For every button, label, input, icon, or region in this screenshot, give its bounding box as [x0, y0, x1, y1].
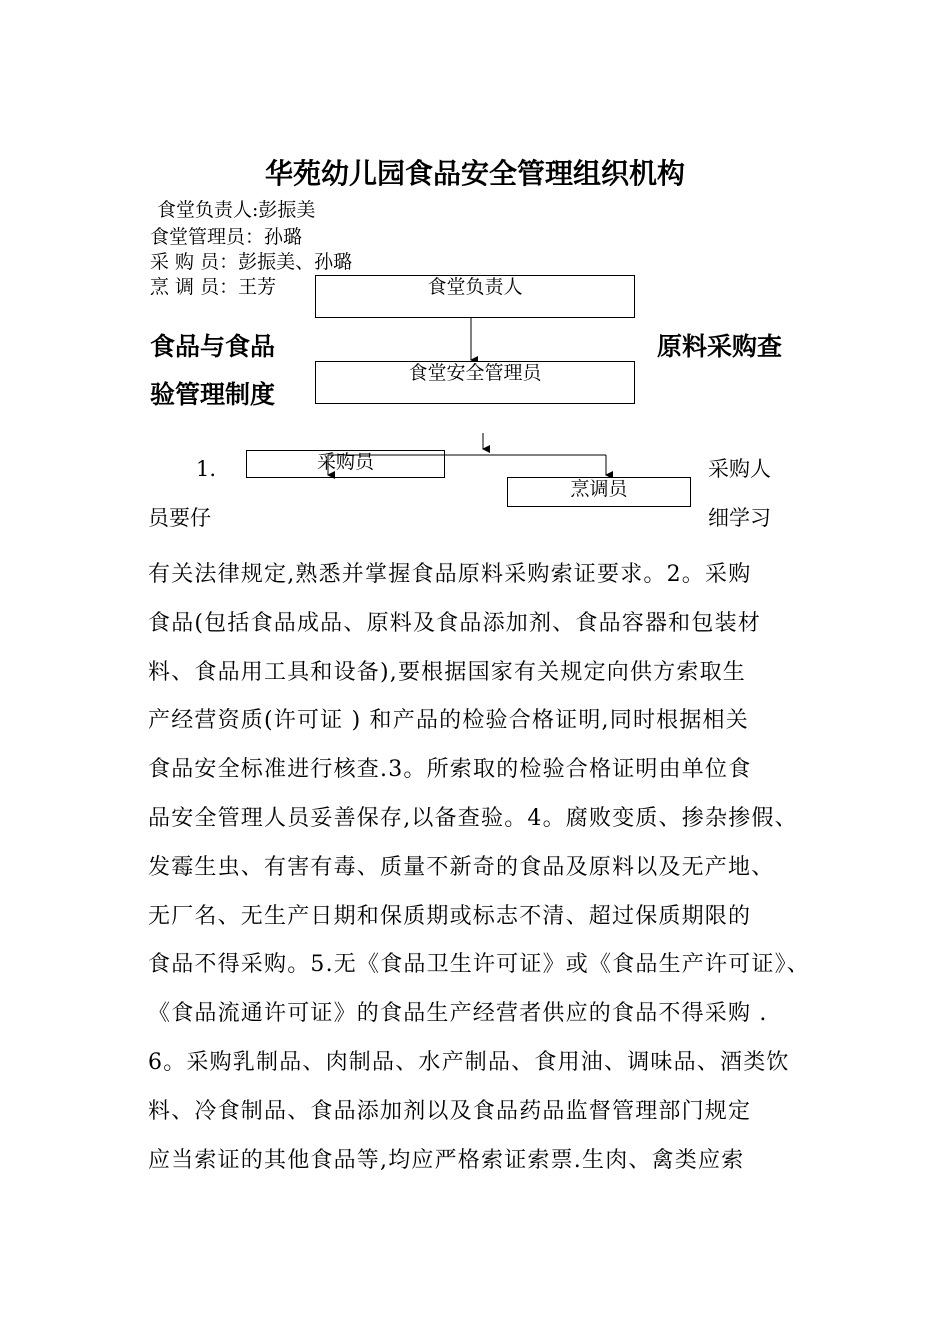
section-heading-left-2: 验管理制度 — [150, 380, 276, 409]
body-line: 应当索证的其他食品等,均应严格索证索票.生肉、禽类应索 — [148, 1147, 745, 1173]
body-line: 发霉生虫、有害有毒、质量不新奇的食品及原料以及无产地、 — [148, 854, 775, 880]
staff-value: 彭振美、孙璐 — [238, 251, 353, 273]
org-box-purchaser — [246, 450, 445, 478]
body-line: 无厂名、无生产日期和保质期或标志不清、超过保质期限的 — [148, 903, 752, 929]
staff-value: 孙璐 — [264, 226, 303, 248]
staff-label: 烹 调 员： — [150, 276, 239, 298]
staff-value: 王芳 — [238, 276, 277, 298]
body-line: 6。采购乳制品、肉制品、水产制品、食用油、调味品、酒类饮 — [148, 1049, 790, 1075]
item-number: 1. — [196, 457, 217, 481]
org-chart-connectors — [0, 0, 950, 520]
body-line: 食品(包括食品成品、原料及食品添加剂、食品容器和包装材 — [148, 610, 761, 636]
org-box-label: 采购员 — [316, 451, 374, 473]
item-text-right: 采购人 — [708, 457, 771, 481]
staff-label: 采 购 员： — [150, 251, 239, 273]
org-box-label: 烹调员 — [570, 478, 628, 500]
body-line: 料、食品用工具和设备),要根据国家有关规定向供方索取生 — [148, 659, 746, 685]
body-line: 食品安全标准进行核查.3。所索取的检验合格证明由单位食 — [148, 757, 752, 783]
staff-value: 彭振美 — [258, 199, 316, 221]
org-box-cook — [507, 477, 691, 507]
body-line: 产经营资质(许可证 ) 和产品的检验合格证明,同时根据相关 — [148, 708, 749, 734]
section-heading-right-1: 原料采购查 — [657, 332, 783, 361]
body-line: 料、冷食制品、食品添加剂以及食品药品监督管理部门规定 — [148, 1098, 752, 1124]
staff-label: 食堂管理员： — [150, 226, 265, 248]
staff-label: 食堂负责人: — [157, 199, 259, 221]
document-title: 华苑幼儿园食品安全管理组织机构 — [264, 157, 685, 190]
body-line: 食品不得采购。5.无《食品卫生许可证》或《食品生产许可证》、 — [148, 952, 810, 978]
body-text — [148, 551, 828, 1185]
item-text-right: 细学习 — [708, 506, 771, 530]
org-box-label: 食堂负责人 — [427, 276, 523, 298]
org-box-head — [315, 275, 635, 318]
org-box-manager — [315, 361, 635, 404]
body-line: 《食品流通许可证》的食品生产经营者供应的食品不得采购 . — [148, 1001, 768, 1027]
body-line: 品安全管理人员妥善保存,以备查验。4。腐败变质、掺杂掺假、 — [148, 805, 798, 831]
org-box-label: 食堂安全管理员 — [408, 362, 542, 384]
body-line: 有关法律规定,熟悉并掌握食品原料采购索证要求。2。采购 — [148, 562, 752, 587]
section-heading-left-1: 食品与食品 — [150, 332, 276, 361]
item-text-left: 员要仔 — [148, 506, 211, 530]
